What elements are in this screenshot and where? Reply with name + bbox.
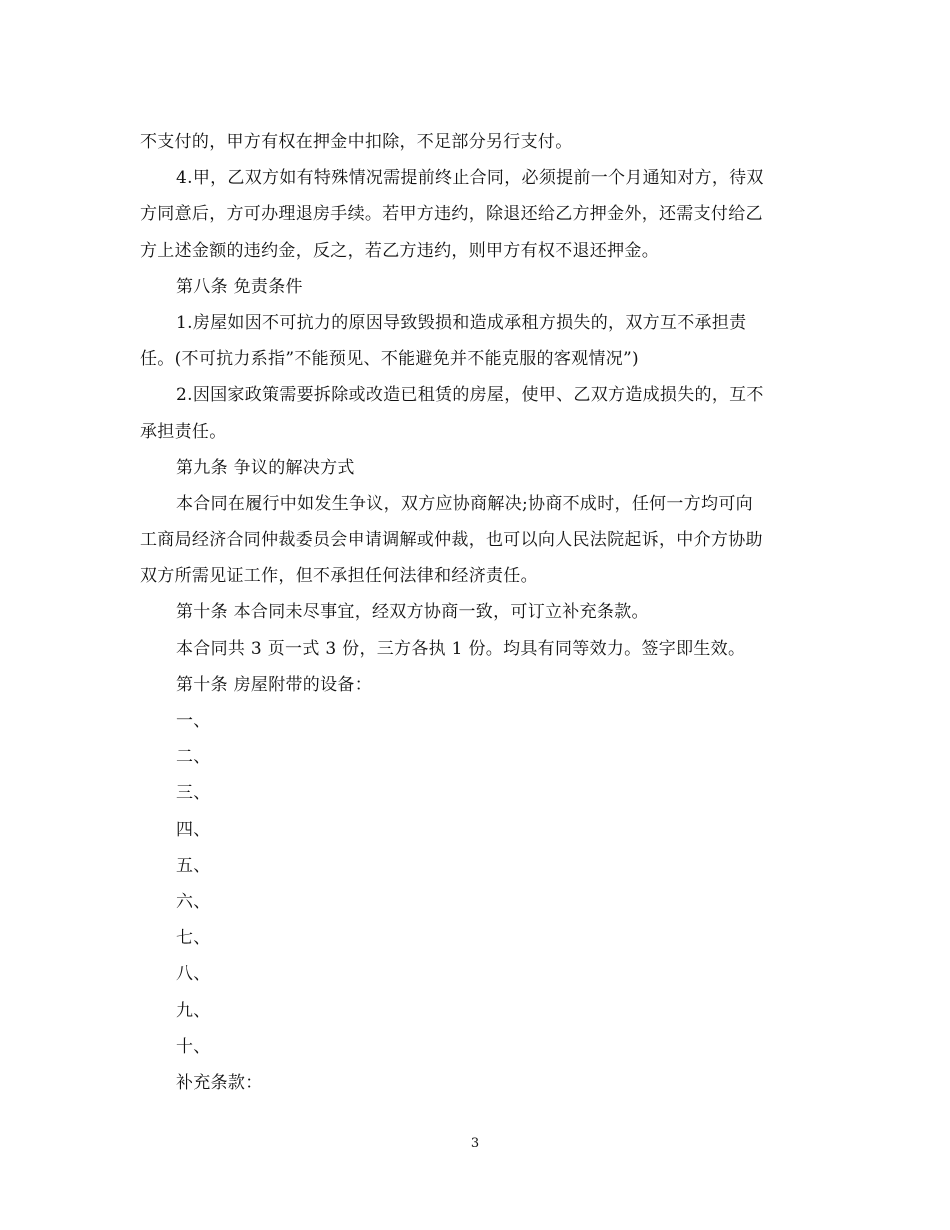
paragraph-line: 不支付的，甲方有权在押金中扣除，不足部分另行支付。 xyxy=(140,132,573,152)
paragraph-line: 双方所需见证工作，但不承担任何法律和经济责任。 xyxy=(140,566,538,587)
list-item: 十、 xyxy=(176,1036,211,1057)
paragraph-line: 工商局经济合同仲裁委员会申请调解或仲裁，也可以向人民法院起诉，中介方协助 xyxy=(140,530,763,551)
list-item: 八、 xyxy=(176,964,211,985)
list-item: 六、 xyxy=(176,891,211,912)
list-item: 九、 xyxy=(176,1000,211,1021)
list-item: 一、 xyxy=(176,711,211,731)
paragraph-line: 承担责任。 xyxy=(140,421,227,442)
paragraph-line: 方同意后，方可办理退房手续。若甲方违约，除退还给乙方押金外，还需支付给乙 xyxy=(140,204,763,225)
paragraph-line: 本合同共 3 页一式 3 份，三方各执 1 份。均具有同等效力。签字即生效。 xyxy=(176,638,746,659)
list-item: 二、 xyxy=(176,747,211,768)
list-item: 七、 xyxy=(176,928,211,949)
list-item: 五、 xyxy=(176,855,211,876)
section-heading: 第十条 房屋附带的设备： xyxy=(176,674,373,695)
section-heading: 第八条 免责条件 xyxy=(176,276,303,297)
document-body xyxy=(140,124,812,1101)
paragraph-line: 方上述金额的违约金，反之，若乙方违约，则甲方有权不退还押金。 xyxy=(140,240,659,261)
section-heading: 第九条 争议的解决方式 xyxy=(176,457,355,478)
list-item: 三、 xyxy=(176,783,211,804)
section-heading: 第十条 本合同未尽事宜，经双方协商一致，可订立补充条款。 xyxy=(176,602,649,623)
list-item: 四、 xyxy=(176,819,211,840)
paragraph-line: 2.因国家政策需要拆除或改造已租赁的房屋，使甲、乙双方造成损失的，互不 xyxy=(176,385,764,406)
paragraph-line: 4.甲，乙双方如有特殊情况需提前终止合同，必须提前一个月通知对方，待双 xyxy=(176,168,764,189)
paragraph-line: 任。(不可抗力系指”不能预见、不能避免并不能克服的客观情况”) xyxy=(140,349,639,370)
paragraph-line: 1.房屋如因不可抗力的原因导致毁损和造成承租方损失的，双方互不承担责 xyxy=(176,312,747,333)
page-number: 3 xyxy=(470,1136,480,1151)
paragraph-line: 本合同在履行中如发生争议，双方应协商解决;协商不成时，任何一方均可向 xyxy=(176,493,753,514)
section-heading: 补充条款： xyxy=(176,1072,263,1093)
